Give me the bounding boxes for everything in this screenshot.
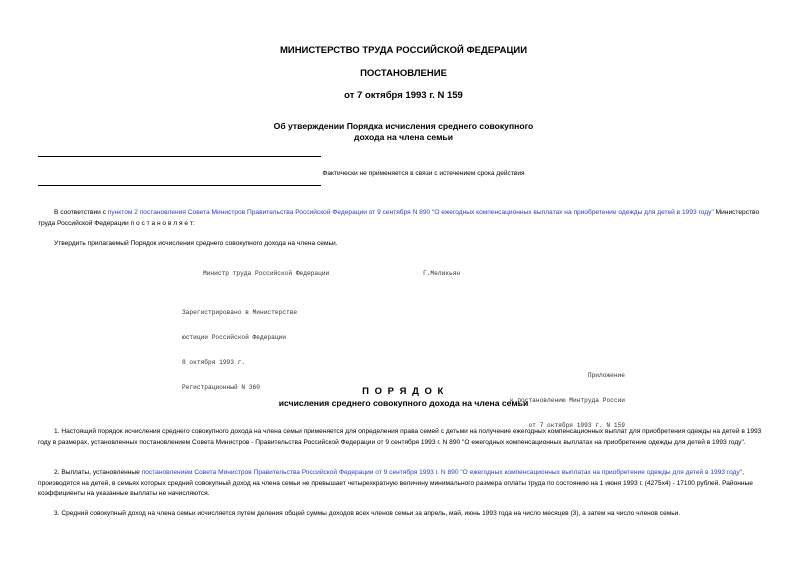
registration-line-4: Регистрационный N 360 xyxy=(182,384,260,392)
preamble-tail: Министерство труда Российской Федерации xyxy=(38,209,760,227)
signature-name: Г.Меликьян xyxy=(423,270,461,277)
title-line-2: дохода на члена семьи xyxy=(353,132,453,142)
divider-bottom xyxy=(38,185,321,186)
appendix-line-3: от 7 октября 1993 г. N 159 xyxy=(528,422,625,430)
preamble-paragraph xyxy=(38,208,773,229)
preamble-lead: В соответствии с xyxy=(54,209,108,216)
title-line-1: Об утверждении Порядка исчисления среднего совокупного xyxy=(273,121,534,131)
signature-position: Министр труда Российской Федерации xyxy=(203,270,330,277)
document-type: ПОСТАНОВЛЕНИЕ xyxy=(360,68,447,79)
document-title xyxy=(0,121,807,143)
decree-890-link[interactable]: пунктом 2 постановления Совета Министров Правительства Российской Федерации от 9 сентября N 890 "О ежегодных компенсационных выплатах на приобретение одежды для детей в 1993 году" xyxy=(107,209,714,216)
document-date: от 7 октября 1993 г. N 159 xyxy=(344,90,463,101)
p2-tail: , производятся на детей, в семьях которых средний совокупный доход на члена семьи не превышает четырехкратную величину минимального размера оплаты труда по состоянию на 1 июня 1993 г. (4275х4) - 17100 рублей. Районные коэффициенты на указанные выплаты не начисляются. xyxy=(38,469,753,497)
approve-paragraph: Утвердить прилагаемый Порядок исчисления среднего совокупного дохода на члена семьи. xyxy=(54,240,338,247)
order-title: П О Р Я Д О К xyxy=(362,386,445,397)
order-subtitle: исчисления среднего совокупного дохода на члена семьи xyxy=(278,398,529,408)
divider-top xyxy=(38,156,321,157)
decree-word: п о с т а н о в л я е т: xyxy=(130,219,195,227)
status-note: Фактически не применяется в связи с истечением срока действия xyxy=(322,170,525,177)
ministry-heading: МИНИСТЕРСТВО ТРУДА РОССИЙСКОЙ ФЕДЕРАЦИИ xyxy=(279,45,528,56)
registration-block xyxy=(182,292,297,401)
appendix-line-2: к постановлению Минтруда России xyxy=(509,397,625,405)
order-paragraph-2 xyxy=(38,468,773,500)
order-paragraph-3: 3. Средний совокупный доход на члена семьи исчисляется путем деления общей суммы доходов всех членов семьи за апрель, май, июнь 1993 года на число месяцев (3), а затем на число членов семьи. xyxy=(54,510,681,517)
appendix-line-1: Приложение xyxy=(587,371,625,379)
p2-lead: 2. Выплаты, установленные xyxy=(54,469,142,476)
order-paragraph-1: 1. Настоящий порядок исчисления среднего совокупного дохода на члена семьи применяется для определения права семей с детьми на получение ежегодных компенсационных выплат для приобретения одежды на детей в 1993 году в размерах, установленных постановлением Совета Министров - Правительства Российской Федерации от 9 сентября 1993 г. N 890 "О ежегодных компенсационных выплатах на приобретение одежды для детей в 1993 году". xyxy=(38,428,762,446)
registration-line-2: юстиции Российской Федерации xyxy=(182,334,286,342)
registration-line-3: 8 октября 1993 г. xyxy=(182,359,246,367)
decree-890-link-2[interactable]: постановлением Совета Министров Правительства Российской Федерации от 9 сентября 1993 г. N 890 "О ежегодных компенсационных выплатах на приобретение одежды для детей в 1993 году" xyxy=(141,469,743,476)
registration-line-1: Зарегистрировано в Министерстве xyxy=(182,308,298,316)
